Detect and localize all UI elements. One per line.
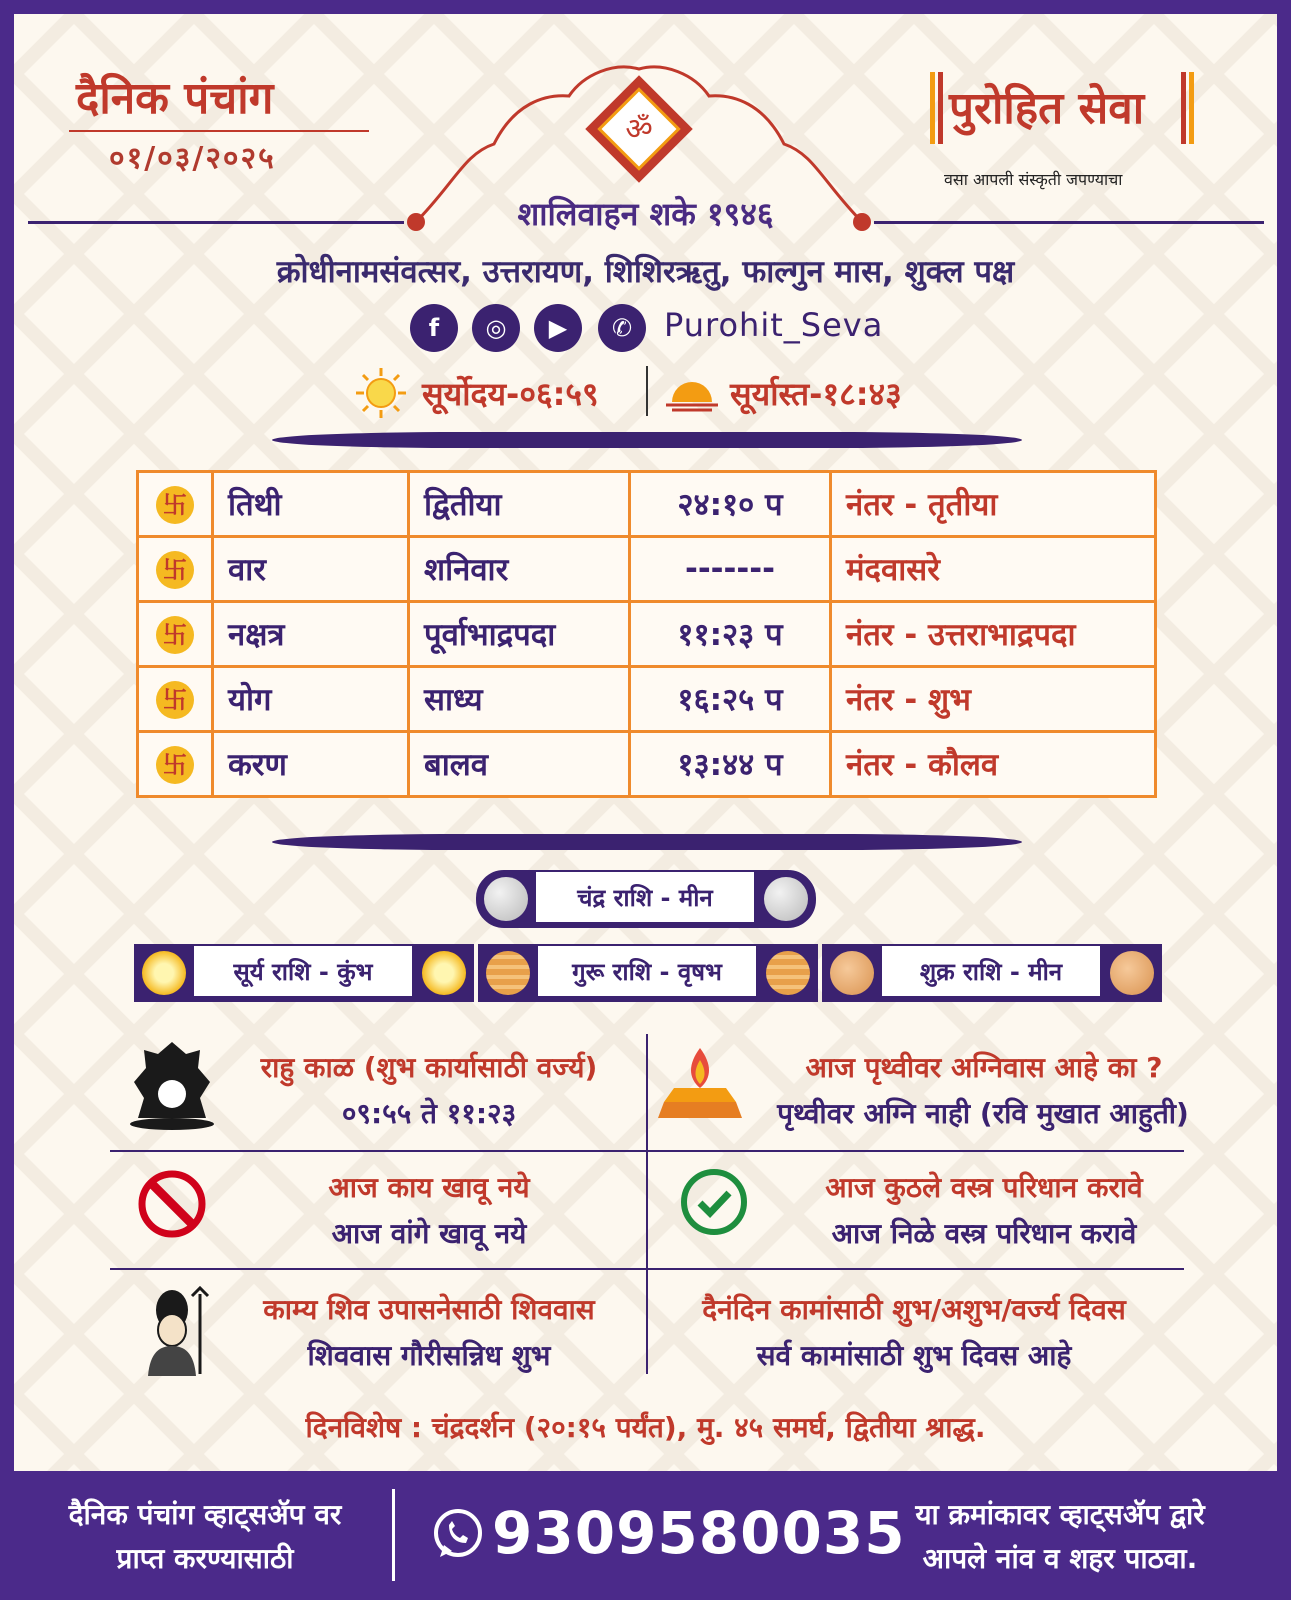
- shiva-icon: [134, 1286, 214, 1378]
- table-row: [138, 732, 1156, 797]
- footer-bar: [0, 1471, 1291, 1600]
- rahu-icon: [126, 1038, 218, 1132]
- brand-logo: पुरोहित सेवा: [949, 83, 1145, 134]
- table-row: [138, 472, 1156, 537]
- guru-rashi: गुरू राशि - वृषभ: [538, 946, 756, 996]
- check-icon: [678, 1166, 750, 1238]
- panchang-date: ०१/०३/२०२५: [109, 141, 276, 176]
- day-value: सर्व कामांसाठी शुभ दिवस आहे: [756, 1339, 1072, 1372]
- chandra-rashi-box: [476, 870, 816, 928]
- cloth-value: आज निळे वस्त्र परिधान करावे: [831, 1217, 1137, 1250]
- whatsapp-icon[interactable]: ✆: [598, 304, 646, 352]
- moon-icon: [764, 877, 808, 921]
- row-value: साध्य: [409, 667, 630, 732]
- sunset-icon: [664, 374, 720, 414]
- grid-divider-horizontal: [110, 1150, 1184, 1152]
- divider-bottom: [272, 834, 1022, 850]
- shukra-rashi: शुक्र राशि - मीन: [882, 946, 1100, 996]
- cloth-title: आज कुठले वस्त्र परिधान करावे: [825, 1171, 1143, 1204]
- row-value: द्वितीया: [409, 472, 630, 537]
- row-value: बालव: [409, 732, 630, 797]
- footer-separator: [392, 1489, 395, 1581]
- facebook-icon[interactable]: f: [410, 304, 458, 352]
- swastik-icon: 卐: [156, 486, 194, 524]
- brand-tagline: वसा आपली संस्कृती जपण्याचा: [944, 170, 1123, 189]
- panchang-table: [136, 470, 1157, 798]
- surya-rashi-box: [134, 944, 474, 1002]
- eat-value: आज वांगे खावू नये: [331, 1217, 527, 1250]
- whatsapp-number[interactable]: 9309580035: [492, 1499, 906, 1567]
- dinvishesh: दिनविशेष : चंद्रदर्शन (२०:१५ पर्यंत), मु. ४५ समर्घ, द्वितीया श्राद्ध.: [305, 1411, 986, 1444]
- shiv-value: शिववास गौरीसन्निध शुभ: [307, 1339, 551, 1372]
- panchang-card: [14, 14, 1277, 1471]
- eat-title: आज काय खावू नये: [328, 1171, 530, 1204]
- footer-left-line1: दैनिक पंचांग व्हाट्सॲप वर: [68, 1498, 342, 1531]
- shukra-rashi-box: [822, 944, 1162, 1002]
- agni-title: आज पृथ्वीवर अग्निवास आहे का ?: [805, 1051, 1163, 1084]
- svg-text:ॐ: ॐ: [625, 112, 653, 147]
- row-value: शनिवार: [409, 537, 630, 602]
- row-label: करण: [213, 732, 409, 797]
- row-time: -------: [630, 537, 831, 602]
- jupiter-icon: [766, 951, 810, 995]
- row-time: १६:२५ प: [630, 667, 831, 732]
- grid-divider-horizontal: [110, 1268, 1184, 1270]
- venus-icon: [830, 951, 874, 995]
- row-after: मंदवासरे: [831, 537, 1156, 602]
- row-after: नंतर - शुभ: [831, 667, 1156, 732]
- day-title: दैनंदिन कामांसाठी शुभ/अशुभ/वर्ज्य दिवस: [702, 1293, 1126, 1326]
- samvat-line: क्रोधीनामसंवत्सर, उत्तरायण, शिशिरऋतु, फाल्गुन मास, शुक्ल पक्ष: [276, 254, 1015, 290]
- swastik-icon: 卐: [156, 616, 194, 654]
- sunrise-time: सूर्योदय-०६:५९: [422, 375, 599, 413]
- title-underline: [69, 130, 369, 132]
- swastik-icon: 卐: [156, 746, 194, 784]
- footer-right-text: [880, 1493, 1240, 1581]
- sun-icon: [142, 951, 186, 995]
- agni-kund-icon: [658, 1044, 742, 1124]
- shiv-title: काम्य शिव उपासनेसाठी शिववास: [263, 1293, 595, 1326]
- moon-icon: [484, 877, 528, 921]
- shaka-year: शालिवाहन शके १९४६: [517, 195, 774, 233]
- jupiter-icon: [486, 951, 530, 995]
- divider-top: [272, 432, 1022, 448]
- footer-left-line2: प्राप्त करण्यासाठी: [116, 1542, 294, 1575]
- footer-left-text: [40, 1493, 370, 1581]
- guru-rashi-box: [478, 944, 818, 1002]
- agni-value: पृथ्वीवर अग्नि नाही (रवि मुखात आहुती): [777, 1097, 1189, 1130]
- row-time: १३:४४ प: [630, 732, 831, 797]
- grid-divider-vertical: [646, 1034, 648, 1374]
- chandra-rashi: चंद्र राशि - मीन: [536, 872, 754, 922]
- social-handle: Purohit_Seva: [664, 306, 884, 344]
- swastik-icon: 卐: [156, 681, 194, 719]
- row-label: तिथी: [213, 472, 409, 537]
- whatsapp-icon: [430, 1507, 486, 1563]
- row-time: २४:१० प: [630, 472, 831, 537]
- rahu-title: राहु काळ (शुभ कार्यासाठी वर्ज्य): [260, 1051, 598, 1084]
- sunset-time: सूर्यास्त-१८:४३: [730, 375, 902, 413]
- row-time: ११:२३ प: [630, 602, 831, 667]
- row-after: नंतर - उत्तराभाद्रपदा: [831, 602, 1156, 667]
- row-after: नंतर - तृतीया: [831, 472, 1156, 537]
- row-label: योग: [213, 667, 409, 732]
- row-label: वार: [213, 537, 409, 602]
- sun-divider: [646, 366, 648, 416]
- row-value: पूर्वाभाद्रपदा: [409, 602, 630, 667]
- venus-icon: [1110, 951, 1154, 995]
- footer-right-line1: या क्रमांकावर व्हाट्सॲप द्वारे: [915, 1498, 1205, 1531]
- youtube-icon[interactable]: ▶: [534, 304, 582, 352]
- rahu-value: ०९:५५ ते ११:२३: [341, 1097, 517, 1130]
- row-after: नंतर - कौलव: [831, 732, 1156, 797]
- footer-right-line2: आपले नांव व शहर पाठवा.: [922, 1542, 1198, 1575]
- page-title: दैनिक पंचांग: [76, 73, 274, 124]
- sun-icon: [422, 951, 466, 995]
- table-row: [138, 537, 1156, 602]
- table-row: [138, 667, 1156, 732]
- prohibited-icon: [136, 1168, 208, 1240]
- table-row: [138, 602, 1156, 667]
- sunrise-icon: [354, 366, 408, 420]
- swastik-icon: 卐: [156, 551, 194, 589]
- instagram-icon[interactable]: ◎: [472, 304, 520, 352]
- surya-rashi: सूर्य राशि - कुंभ: [194, 946, 412, 996]
- row-label: नक्षत्र: [213, 602, 409, 667]
